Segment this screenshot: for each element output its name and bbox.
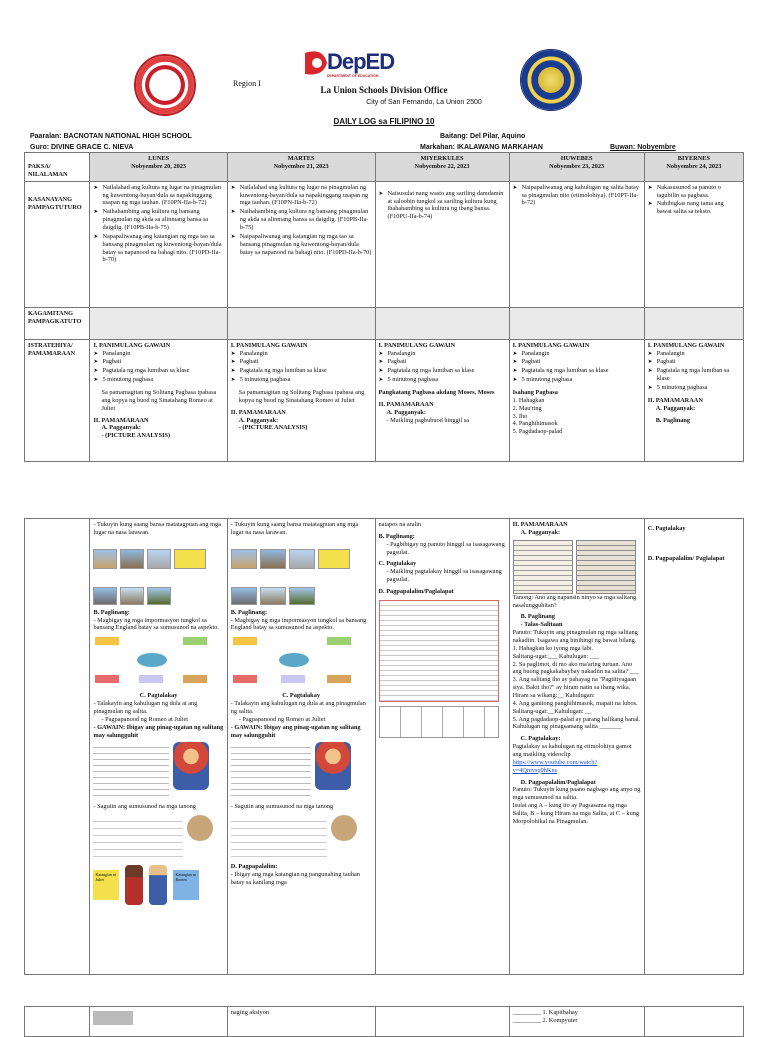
list-item: 1. Hahagkan [512,396,545,404]
page3-fri [644,1007,743,1037]
kasanayan-mon [90,181,227,307]
sagutin-text: - Sagutin ang sumusunod na mga tanong [230,803,334,811]
concept-node [95,675,119,683]
country-card [318,549,350,569]
label-cell-empty [25,519,90,975]
page2-wed [375,519,509,975]
gawain-worksheet [93,742,223,800]
gawain-text: - GAWAIN: Ibigay ang pinag-ugatan ng salitang may salungguhit [93,723,224,739]
pagpapalalim-heading: D. Pagpapalalim/ Paglalapat [647,554,725,562]
list-item: 4. Panghihimasok [512,420,558,428]
natapos-text: natapos na aralin [378,521,422,528]
page3-wed [375,1007,509,1037]
page3-thu [509,1007,644,1037]
pagpapalalim-text: Panuto: Tukuyin kung paano nagbago ang anyo ng mga sumusunod na salita. [512,786,641,802]
list-item: ➤ Pagtatala ng mga lumiban sa klase [102,367,223,375]
paglinang-text: - Pagbibigay ng panuto hinggil sa isasagawang pagsulat. [386,540,505,556]
concept-node [183,675,207,683]
talasalitaan-heading: - Talas-Salitaan [520,621,563,629]
pagganyak-heading: A. Pagganyak: [101,424,141,432]
list-item: ➤ Panalangin [388,350,506,358]
pamamaraan-heading: II. PAMAMARAAN [93,416,149,424]
list-item: ➤ Pagbati [657,358,740,366]
guro-label: Guro: DIVINE GRACE C. NIEVA [30,144,134,151]
pagtalakay-heading: C. Pagtalakay [378,560,417,568]
country-card [174,549,206,569]
pagganyak-text: - Maikling pagbubuod hinggil sa [386,416,470,424]
trait-card: Katangian ni Romeo [173,870,199,900]
objective-item: ➤ Naipapaliwanag ang kahulugan ng salita batay sa pinagmulan nito (etimolohiya). (F10PT-IIa-b-72) [522,184,641,208]
england-concept-map [231,635,372,689]
region-label: Region I [233,79,261,88]
image-placeholder [93,1011,133,1025]
tanong-text: Tanong: Ano ang napansin ninyo sa mga salitang nasalungguhitan? [512,593,637,609]
day-header-thu [509,153,644,182]
concept-center [279,653,309,667]
worksheet-image [231,815,327,859]
objective-item: ➤ Naihahambing ang kultura ng bansang pinagmulan ng akda sa alinmang bansa sa daigdig. (F10PB-IIa-b-75) [102,208,223,232]
paglinang-text: - Magbigay ng mga impormasyon tungkol sa bansang England batay sa sumusunod na aspekto. [230,616,367,632]
picture-analysis: - (PICTURE ANALYSIS) [101,432,171,440]
list-item: ➤ Pagbati [388,358,506,366]
picture-analysis: - (PICTURE ANALYSIS) [238,424,308,432]
list-item: ➤ 5 minutong pagbasa [240,376,372,384]
panimula-heading: I. PANIMULANG GAWAIN [230,341,308,349]
detective-image [187,815,213,841]
day-date: Nobyembre 21, 2023 [273,162,329,170]
picture-analysis-images [231,587,372,605]
juliet-image [125,865,143,905]
list-item: 5. Pagdadaop-palad [512,428,563,436]
list-item: _________ 1. Kapitbahay [512,1009,578,1016]
concept-node [327,637,351,645]
pamamaraan-heading: II. PAMAMARAAN [647,396,703,404]
pagganyak-heading: A. Pagganyak: [655,404,696,412]
landmark-photo [147,587,171,605]
concept-node [139,675,163,683]
list-item: ➤ 5 minutong pagbasa [657,384,740,392]
day-name: MIYERKULES [420,155,464,162]
landmark-photo [120,587,144,605]
baitang-label: Baitang: Del Pilar, Aquino [440,133,526,140]
tukuyin-text: - Tukuyin kung saang bansa matatagpuan ang mga lugar na nasa larawan. [93,521,221,536]
pagpapalalim-heading: D. Pagpapalalim/Paglalapat [378,588,454,596]
day-date: Nobyembre 20, 2023 [131,162,187,170]
objective-item: ➤ Nakasusunod sa panuto o tagubilin sa pagbasa. [657,184,740,200]
list-item: Hiram sa wikang:__ Kahulugan: [512,692,595,700]
pagpapalalim-heading: D. Pagpapalalim: [230,863,278,871]
cartoon-image [315,742,351,790]
pagpapalalim-text: - Ibigay ang mga katangian ng pangunahing tauhan batay sa kanilang mga [230,871,360,887]
pagtalakay-text: - Talakayin ang kahulugan ng dula at ang pinagmulan ng salita. [230,700,366,716]
tukuyin-text: - Tukuyin kung saang bansa matatagpuan ang mga lugar na nasa larawan. [230,521,359,536]
list-item: ➤ 5 minutong pagbasa [388,376,506,384]
kasanayan-wed [375,181,509,307]
objective-item: ➤ Nailalahad ang kultura ng lugar na pinagmulan ng kuwentong-bayan/dula sa napakinggang usapan ng mga tauhan. (F10PN-IIa-b-72) [240,184,372,208]
naging-text: naging aksiyon [230,1009,270,1016]
list-item: 3. Ang salitang iho ay pahayag na "Pagtitiyagaan siya. Bakit iho?" ay hiram natin sa ibang wika. [512,676,637,692]
pagganyak-heading: A. Pagganyak: [386,408,427,416]
isulat-text: Isulat ang A – kung ito ay Pagsasama ng mga Salita, B – kung Hiram na mga Salita, at C – kung Morpolohikal na Pinagmulan. [512,802,640,825]
list-item: ➤ Pagbati [522,358,641,366]
list-item: ➤ Pagtatala ng mga lumiban sa klase [522,367,641,375]
pagtalakay-text: - Pagpapanood ng Romeo at Juliet [101,715,189,723]
text-excerpt-image [513,540,573,594]
paglinang-heading: B. Paglinang [520,613,555,621]
list-item: 2. Mau'ring [512,404,542,412]
day-name: MARTES [287,155,315,162]
rubric-table [379,706,499,738]
buwan-label: Buwan: Nobyembre [610,144,676,151]
objective-item: ➤ Nailalahad ang kultura ng lugar na pinagmulan ng kuwentong-bayan/dula sa napakinggang usapan ng mga tauhan. (F10PN-IIa-b-72) [102,184,223,208]
daily-log-table-page3 [24,1006,744,1037]
landmark-photo [231,587,257,605]
kasanayan-tue [227,181,375,307]
pagtalakay-heading: C. Pagtalakay [139,692,178,700]
paglinang-heading: B. Paglinang: [93,608,130,616]
page3-tue [227,1007,375,1037]
concept-node [233,637,257,645]
worksheet-image [231,742,311,800]
questions-worksheet [231,815,372,859]
concept-node [95,637,119,645]
istratehiya-fri [644,339,743,461]
pagtalakay-text: - Talakayin ang kahulugan ng dula at ang pinagmulan ng salita. [93,700,198,716]
kagamitan-label: KAGAMITANG PAMPAGKATUTO [25,307,90,339]
pagganyak-heading: A. Pagganyak: [520,528,561,536]
list-item: Salitang-ugat:___ Kahulugan: ___ [512,652,600,660]
pagbasa-text: Sa pamamagitan ng Solitang Pagbasa ipabasa ang kopya ng buod ng Sinatahang Romeo at Juliet [238,389,365,404]
pagbasa-text: Sa pamamagitan ng Solitang Pagbasa ipabasa ang kopya ng buod ng Sinatahang Romeo at Juliet [101,389,217,412]
objective-item: ➤ Naihahambing ang kultura ng bansang pinagmulan ng akda sa alinmang bansa sa daigdig. (F10PB-IIa-b-75) [240,208,372,232]
page2-mon [90,519,227,975]
trait-card: Katangian ni Juliet [93,870,119,900]
england-concept-map [93,635,223,689]
kagamitan-thu [509,307,644,339]
objective-item: ➤ Naipapaliwanag ang katangian ng mga tao sa bansang pinagmulan ng kuwentong-bayan/dula batay sa napanood na bahagi nito. (F10PD-IIa-b-70) [240,233,372,257]
list-item: 2. Sa paglimot, di mo ako ma'aring turuan. Ano ang buong pagkakabaybay nakadiin na salita? ___ [512,660,640,676]
writing-worksheet [379,600,499,702]
pamamaraan-heading: II. PAMAMARAAN [378,400,434,408]
picture-analysis-images [231,549,372,569]
kagamitan-mon [90,307,227,339]
paksa-label: PAKSA/ NILALAMAN [25,153,90,182]
objective-item: ➤ Napapaliwanag ang katangian ng mga tao sa bansang pinagmulan ng kuwentong-bayan/dula batay sa napanood na bahagi nito. (F10PD-IIa-b-70) [102,233,223,264]
list-item: ➤ Panalangin [522,350,641,358]
day-date: Nobyembre 24, 2023 [666,162,722,170]
paaralan-label: Paaralan: BACNOTAN NATIONAL HIGH SCHOOL [30,133,192,140]
list-item: ➤ 5 minutong pagbasa [102,376,223,384]
panimula-heading: I. PANIMULANG GAWAIN [647,341,725,349]
landmark-photo [260,549,286,569]
page2-fri [644,519,743,975]
panimula-heading: I. PANIMULANG GAWAIN [378,341,456,349]
pagtalakay-text: - Maikling pagtalakay hinggil sa isasagawang pagsulat. [386,568,502,584]
pagtalakay-heading: C. Pagtalakay [647,525,686,532]
day-header-tue [227,153,375,182]
kagamitan-tue [227,307,375,339]
list-item: ➤ Pagbati [102,358,223,366]
day-name: LUNES [148,155,170,162]
list-item: ➤ Panalangin [102,350,223,358]
day-header-fri [644,153,743,182]
list-item: Kahulugan ng pinagsamang salita _______ [512,723,622,731]
page3-mon [90,1007,227,1037]
concept-node [233,675,257,683]
pagganyak-heading: A. Pagganyak: [238,416,279,424]
istratehiya-mon [90,339,227,461]
list-item: _________ 2. Kompyuter [512,1016,578,1024]
landmark-photo [231,549,257,569]
deped-subtitle: DEPARTMENT OF EDUCATION [327,74,379,78]
list-item: 3. Iho [512,412,528,420]
day-header-mon [90,153,227,182]
concept-node [281,675,305,683]
concept-center [137,653,167,667]
list-item: ➤ Panalangin [657,350,740,358]
list-item: 1. Hahagkan ko iyong mga labi. [512,644,594,652]
istratehiya-label: ISTRATEHIYA/ PAMAMARAAN [25,339,90,461]
istratehiya-tue [227,339,375,461]
pagganyak-images [513,540,641,594]
list-item: ➤ 5 minutong pagbasa [522,376,641,384]
kagamitan-wed [375,307,509,339]
pagpapalalim-heading: D. Pagpapalalim/Paglalapat [520,778,596,786]
day-name: BIYERNES [677,155,710,162]
pagtalakay-heading: C. Pagtalakay: [520,735,561,743]
pagtalakay-text: - Pagpapanood ng Romeo at Juliet [238,715,326,723]
panimula-heading: I. PANIMULANG GAWAIN [93,341,171,349]
day-header-wed [375,153,509,182]
picture-analysis-images [93,587,223,605]
day-date: Nobyembre 23, 2023 [549,162,605,170]
cartoon-image [173,742,209,790]
daily-log-table-continued [24,518,744,975]
sagutin-text: - Sagutin ang sumusunod na mga tanong [93,803,196,811]
page-title: DAILY LOG sa FILIPINO 10 [333,117,435,126]
list-item: ➤ Pagtatala ng mga lumiban sa klase [657,367,740,383]
kasanayan-thu [509,181,644,307]
panuto-text: Panuto: Tukuyin ang pinagmulan ng mga salitang nakadiin. Isagawa ang hinihingi ng bawat bilang. [512,629,638,645]
objective-item: ➤ Nabibigkas nang tama ang bawat salita sa teksto. [657,200,740,216]
pagtalakay-text: Pagtalakay sa kahulugan ng etimolohiya gamot ang maikling videoclip [512,743,632,759]
landmark-photo [93,549,117,569]
landmark-photo [93,587,117,605]
day-date: Nobyembre 22, 2023 [414,162,470,170]
pamamaraan-heading: II. PAMAMARAAN [512,521,568,528]
istratehiya-thu [509,339,644,461]
gawain-worksheet [231,742,372,800]
paglinang-heading: B. Paglinang [655,416,691,424]
picture-analysis-images [93,549,223,569]
istratehiya-wed [375,339,509,461]
landmark-photo [120,549,144,569]
kasanayan-label: KASANAYANG PAMPAGTUTURO [25,181,90,307]
list-item: ➤ Pagbati [240,358,372,366]
list-item: ➤ Panalangin [240,350,372,358]
worksheet-image [93,742,169,800]
list-item: 5. Ang pagdadaop-palad ay parang halikang banal. [512,715,641,723]
page2-thu [509,519,644,975]
pagtalakay-heading: C. Pagtalakay [282,692,320,700]
isahang-pagbasa-heading: Isahang Pagbasa [512,389,558,397]
romeo-image [149,865,167,905]
questions-worksheet [93,815,223,859]
concept-node [327,675,351,683]
detective-image [331,815,357,841]
paglinang-text: - Magbigay ng mga impormasyon tungkol sa bansang England batay sa sumusunod na aspekto. [93,616,219,632]
worksheet-image [93,815,183,859]
list-item: 4. Ang ganitong panghihimasok, mapait na lubos. [512,699,638,707]
pamamaraan-heading: II. PAMAMARAAN [230,408,286,416]
deped-logo-text: DepED [327,49,395,74]
paglinang-heading: B. Paglinang: [230,608,268,616]
paglinang-heading: B. Paglinang: [378,532,415,540]
day-name: HUWEBES [560,155,593,162]
list-item: Salitang-ugat:__Kahulugan: __ [512,707,592,715]
panimula-heading: I. PANIMULANG GAWAIN [512,341,590,349]
concept-node [183,637,207,645]
office-name: La Union Schools Division Office [320,85,448,95]
page2-tue [227,519,375,975]
kasanayan-fri [644,181,743,307]
objective-item: ➤ Naisusulat nang wasto ang sariling damdamin at saloobin tungkol sa sariling kultura kung ihahahambing sa kultura ng ibang bansa. (F10PU-IIa-b-74) [388,190,506,221]
landmark-photo [260,587,286,605]
list-item: ➤ Pagtatala ng mga lumiban sa klase [240,367,372,375]
office-address: City of San Fernando, La Union 2500 [366,99,482,106]
markahan-label: Markahan: IKALAWANG MARKAHAN [420,144,543,151]
label-cell-empty [25,1007,90,1037]
character-traits [93,865,223,905]
youtube-link[interactable]: https://www.youtube.com/watch?v=4Qmvsq9hKns [512,758,598,774]
gawain-text: - GAWAIN: Ibigay ang pinag-ugatan ng salitang may salungguhit [230,723,361,739]
landmark-photo [289,587,315,605]
kagamitan-fri [644,307,743,339]
landmark-photo [289,549,315,569]
text-excerpt-image [576,540,636,594]
landmark-photo [147,549,171,569]
list-item: ➤ Pagtatala ng mga lumiban sa klase [388,367,506,375]
pagbasa-text: Pangkatang Pagbasa akdang Moses, Moses [378,389,495,397]
daily-log-table [24,152,744,462]
